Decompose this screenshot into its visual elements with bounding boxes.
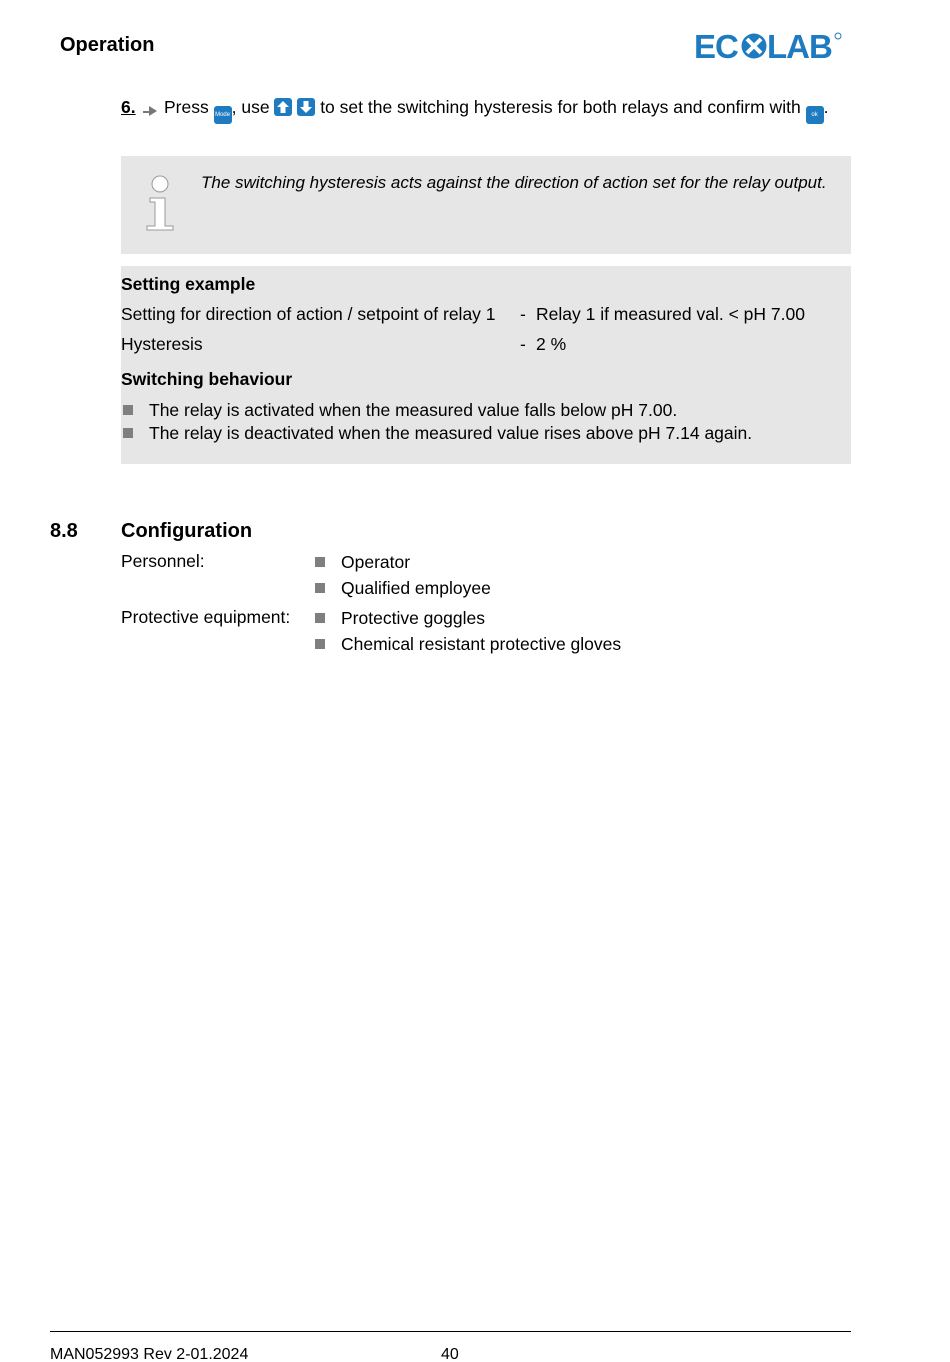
setting-example-box bbox=[121, 266, 851, 464]
bullet-square-icon bbox=[315, 613, 325, 623]
step-arrow-icon bbox=[143, 104, 157, 116]
personnel-list bbox=[313, 551, 491, 603]
step-text-end: . bbox=[823, 97, 829, 117]
section-title: Configuration bbox=[121, 520, 253, 542]
svg-text:EC: EC bbox=[694, 30, 738, 62]
footer-divider bbox=[50, 1331, 851, 1332]
equipment-list bbox=[313, 607, 621, 659]
setting-label: Hysteresis bbox=[121, 334, 203, 354]
step-text-use: , use bbox=[231, 97, 270, 117]
bullet-square-icon bbox=[123, 405, 133, 415]
switching-behaviour-list bbox=[121, 399, 752, 445]
mode-key-label: Mode bbox=[215, 112, 231, 118]
list-item bbox=[121, 422, 752, 445]
switching-behaviour-title: Switching behaviour bbox=[121, 369, 293, 389]
ok-key-label: ok bbox=[811, 112, 818, 118]
arrow-down-key-icon bbox=[297, 98, 315, 116]
setting-label: Setting for direction of action / setpoint of relay 1 bbox=[121, 304, 496, 324]
info-box bbox=[121, 156, 851, 254]
list-item-text: The relay is activated when the measured value falls below pH 7.00. bbox=[149, 400, 678, 420]
ok-key-icon bbox=[806, 106, 824, 124]
bullet-square-icon bbox=[315, 583, 325, 593]
svg-text:LAB: LAB bbox=[767, 30, 832, 62]
setting-dash: - bbox=[520, 304, 526, 324]
footer-document-id: MAN052993 Rev 2-01.2024 bbox=[50, 1346, 249, 1362]
list-item-text: Qualified employee bbox=[341, 578, 491, 598]
list-item-text: The relay is deactivated when the measured value rises above pH 7.14 again. bbox=[149, 423, 753, 443]
ecolab-logo bbox=[694, 30, 844, 62]
step-text bbox=[164, 96, 844, 124]
setting-value: Relay 1 if measured val. < pH 7.00 bbox=[536, 304, 805, 324]
section-number: 8.8 bbox=[50, 520, 78, 542]
list-item bbox=[121, 399, 752, 422]
footer-page-number: 40 bbox=[441, 1346, 459, 1362]
bullet-square-icon bbox=[315, 639, 325, 649]
arrow-up-key-icon bbox=[274, 98, 292, 116]
bullet-square-icon bbox=[123, 428, 133, 438]
info-text: The switching hysteresis acts against the direction of action set for the relay output. bbox=[201, 173, 827, 192]
mode-key-icon bbox=[214, 106, 232, 124]
step-number: 6. bbox=[121, 97, 136, 117]
list-item bbox=[313, 577, 491, 603]
list-item bbox=[313, 633, 621, 659]
equipment-label: Protective equipment: bbox=[121, 607, 291, 627]
personnel-label: Personnel: bbox=[121, 551, 205, 571]
bullet-square-icon bbox=[315, 557, 325, 567]
list-item bbox=[313, 551, 491, 577]
list-item-text: Operator bbox=[341, 552, 411, 572]
page-header-title: Operation bbox=[60, 34, 155, 56]
list-item bbox=[313, 607, 621, 633]
setting-example-title: Setting example bbox=[121, 274, 256, 294]
step-text-press: Press bbox=[164, 97, 209, 117]
info-icon bbox=[143, 174, 177, 234]
step-text-main: to set the switching hysteresis for both relays and confirm with bbox=[320, 97, 801, 117]
setting-dash: - bbox=[520, 334, 526, 354]
list-item-text: Protective goggles bbox=[341, 608, 485, 628]
setting-value: 2 % bbox=[536, 334, 567, 354]
list-item-text: Chemical resistant protective gloves bbox=[341, 634, 622, 654]
